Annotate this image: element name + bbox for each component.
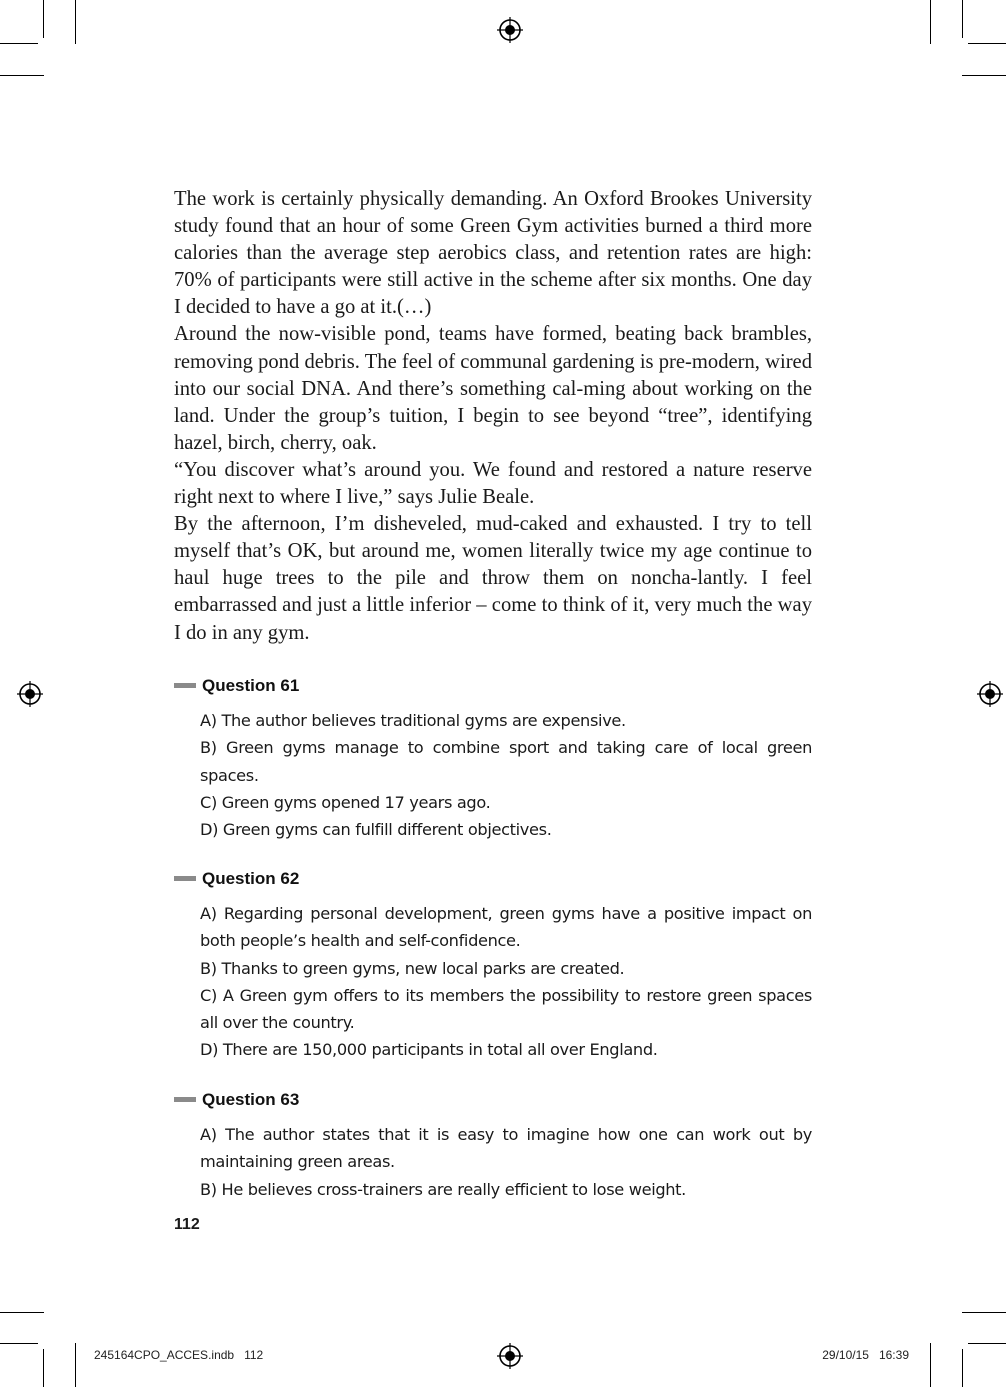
crop-mark (0, 1312, 44, 1313)
crop-mark (0, 1343, 38, 1344)
crop-mark (962, 1312, 1006, 1313)
crop-mark (75, 0, 76, 44)
answer-option: D) Green gyms can fulfill different objectives. (200, 820, 552, 840)
crop-mark (43, 1349, 44, 1387)
question-heading (174, 676, 299, 696)
registration-mark-icon (977, 681, 1003, 707)
passage (174, 186, 812, 647)
question-heading (174, 1090, 299, 1110)
passage-paragraph: “You discover what’s around you. We found and restored a nature reserve right next to where I live,” says Julie Beale. (174, 458, 812, 509)
answer-option: A) The author states that it is easy to imagine how one can work out by maintaining green areas. (200, 1125, 812, 1172)
registration-mark-icon (497, 17, 523, 43)
question-heading (174, 869, 299, 889)
heading-bar-icon (174, 1097, 196, 1102)
question-title: Question 61 (202, 676, 300, 695)
registration-mark-icon (17, 681, 43, 707)
crop-mark (0, 43, 38, 44)
question-title: Question 62 (202, 869, 300, 888)
heading-bar-icon (174, 876, 196, 881)
slug-filename: 245164CPO_ACCES.indb 112 (94, 1348, 264, 1362)
crop-mark (930, 1343, 931, 1387)
answer-options (200, 900, 812, 1064)
crop-mark (43, 0, 44, 38)
crop-mark (962, 1349, 963, 1387)
crop-mark (75, 1343, 76, 1387)
answer-option: B) Thanks to green gyms, new local parks are created. (200, 958, 625, 978)
heading-bar-icon (174, 683, 196, 688)
crop-mark (968, 1343, 1006, 1344)
crop-mark (962, 75, 1006, 76)
crop-mark (0, 75, 44, 76)
passage-paragraph: By the afternoon, I’m disheveled, mud-caked and exhausted. I try to tell myself that’s OK, but around me, women literally twice my age continue to haul huge trees to the pile and throw them on noncha-lantly. I feel embarrassed and just a little inferior – come to think of it, very much the way I do in any gym. (174, 513, 812, 644)
passage-paragraph: Around the now-visible pond, teams have formed, beating back brambles, removing pond debris. The feel of communal gardening is pre-modern, wired into our social DNA. And there’s something cal-ming about working on the land. Under the group’s tuition, I begin to see beyond “tree”, identifying hazel, birch, cherry, oak. (174, 323, 812, 454)
crop-mark (968, 43, 1006, 44)
answer-option: C) Green gyms opened 17 years ago. (200, 792, 491, 812)
crop-mark (962, 0, 963, 38)
answer-option: B) He believes cross-trainers are really efficient to lose weight. (200, 1179, 686, 1199)
answer-option: A) The author believes traditional gyms are expensive. (200, 711, 626, 730)
question-title: Question 63 (202, 1090, 300, 1109)
answer-options (200, 707, 812, 843)
crop-mark (930, 0, 931, 44)
answer-option: C) A Green gym offers to its members the possibility to restore green spaces all over the country. (200, 985, 812, 1033)
answer-option: A) Regarding personal development, green gyms have a positive impact on both people’s health and self-confidence. (200, 904, 812, 951)
registration-mark-icon (497, 1343, 523, 1369)
page-number: 112 (174, 1216, 200, 1233)
answer-option: B) Green gyms manage to combine sport and taking care of local green spaces. (200, 738, 812, 785)
answer-options (200, 1121, 812, 1203)
slug-timestamp: 29/10/15 16:39 (822, 1348, 909, 1362)
answer-option: D) There are 150,000 participants in total all over England. (200, 1040, 658, 1060)
passage-paragraph: The work is certainly physically demanding. An Oxford Brookes University study found that an hour of some Green Gym activities burned a third more calories than the average step aerobics class, and retention rates are high: 70% of participants were still active in the scheme after six months. One day I decided to have a go at it.(…) (174, 188, 812, 319)
